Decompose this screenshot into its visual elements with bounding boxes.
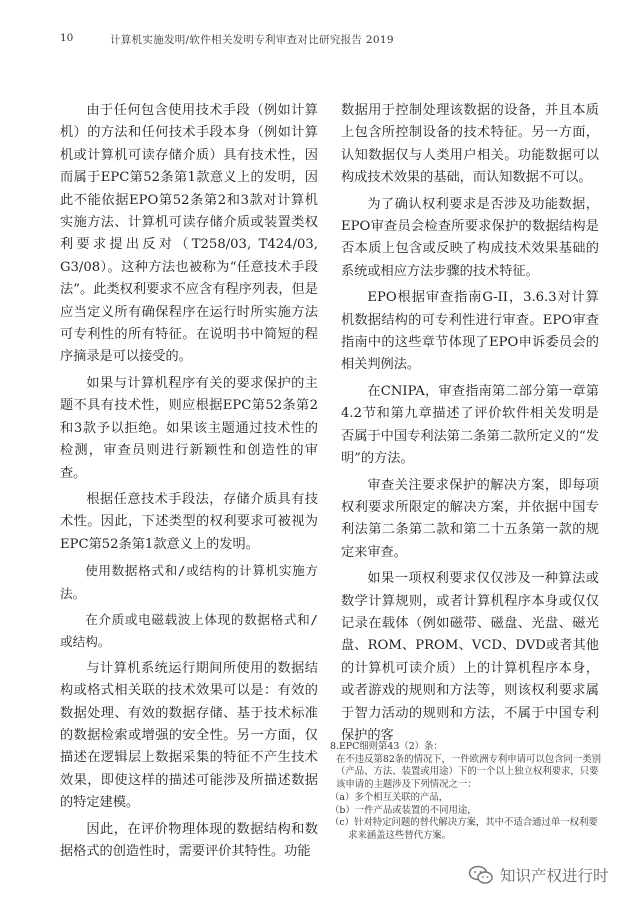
claim-type-heading: 在介质或电磁载波上体现的数据格式和/或结构。 [60, 611, 318, 650]
left-column [60, 100, 318, 867]
footnote-line: 在不违反第82条的情况下，一件欧洲专利申请可以包含同一类别 [336, 753, 602, 765]
paragraph: 在CNIPA，审查指南第二部分第一章第4.2节和第九章描述了评价软件相关发明是否属于中国专利法第二条第二款所定义的“发明”的方法。 [341, 383, 599, 467]
page-header [60, 30, 600, 48]
footnote-line: 求来涵盖这些替代方案。 [348, 829, 452, 841]
claim-type-heading: 使用数据格式和/或结构的计算机实施方法。 [60, 563, 318, 601]
paragraph: 如果与计算机程序有关的要求保护的主题不具有技术性，则应根据EPC第52条第2和3款予以拒绝。如果该主题通过技术性的检测，审查员则进行新颖性和创造性的审查。 [60, 375, 318, 481]
paragraph: 审查关注要求保护的解决方案，即每项权利要求所限定的解决方案，并依据中国专利法第二条第二款和第二十五条第一款的规定来审查。 [341, 477, 599, 560]
watermark [468, 862, 609, 888]
paragraph: 由于任何包含使用技术手段（例如计算机）的方法和任何技术手段本身（例如计算机或计算机可读存储介质）具有技术性，因而属于EPC第52条第1款意义上的发明，因此不能依据EPO第52条第2和3款对计算机实施方法、计算机可读存储介质或装置类权利要求提出反对（T258/03, T424/03, G3/08）。这种方法也被称为“任意技术手段法”。此类权利要求不应含有程序列表，但是应当定义所有确保程序在运行时所实施方法可专利性的所有特征。在说明书中简短的程序摘录是可以接受的。 [60, 103, 318, 365]
footnote-line: （b）一件产品或装置的不同用途， [330, 804, 477, 816]
right-column [341, 100, 599, 751]
paragraph: 为了确认权利要求是否涉及功能数据，EPO审查员会检查所要求保护的数据结构是否本质上包含或反映了构成技术效果基础的系统或相应方法步骤的技术特征。 [341, 196, 599, 279]
paragraph: EPO根据审查指南G-II，3.6.3对计算机数据结构的可专利性进行审查。EPO审查指南中的这些章节体现了EPO申诉委员会的相关判例法。 [341, 290, 599, 373]
watermark-text: 知识产权进行时 [500, 867, 609, 885]
paragraph-continued: 数据用于控制处理该数据的设备，并且本质上包含所控制设备的技术特征。另一方面，认知数据仅与人类用户相关。功能数据可以构成技术效果的基础，而认知数据不可以。 [341, 103, 599, 186]
wechat-icon [468, 865, 494, 885]
paragraph: 与计算机系统运行期间所使用的数据结构或格式相关联的技术效果可以是：有效的数据处理、有效的数据存储、基于技术标准的数据检索或增强的安全性。另一方面，仅描述在逻辑层上数据采集的特征不产生技术效果，即使这样的描述可能涉及所描述数据的特定建模。 [60, 660, 318, 811]
footnote-line: （c）针对特定问题的替代解决方案，其中不适合通过单一权利要 [330, 817, 598, 829]
footnote-line: （a）多个相互关联的产品， [330, 791, 449, 803]
paragraph: 如果一项权利要求仅仅涉及一种算法或数学计算规则，或者计算机程序本身或仅仅记录在载体（例如磁带、磁盘、光盘、磁光盘、ROM、PROM、VCD、DVD或者其他的计算机可读介质）上的计算机程序本身，或者游戏的规则和方法等，则该权利要求属于智力活动的规则和方法，不属于中国专利保护的客 [341, 571, 599, 743]
paragraph: 因此，在评价物理体现的数据结构和数据格式的创造性时，需要评价其特性。功能 [60, 821, 318, 859]
running-title: 计算机实施发明/软件相关发明专利审查对比研究报告 2019 [110, 34, 394, 46]
footnote-line: 该申请的主题涉及下列情况之一： [336, 779, 477, 791]
footnote-line: （产品、方法、装置或用途）下的一个以上独立权利要求，只要 [336, 766, 599, 778]
paragraph: 根据任意技术手段法，存储介质具有技术性。因此，下述类型的权利要求可被视为EPC第52条第1款意义上的发明。 [60, 491, 318, 552]
footnote [330, 741, 608, 843]
page-number: 10 [60, 32, 74, 44]
footnote-line: 8.EPC细则第43（2）条： [330, 741, 443, 752]
